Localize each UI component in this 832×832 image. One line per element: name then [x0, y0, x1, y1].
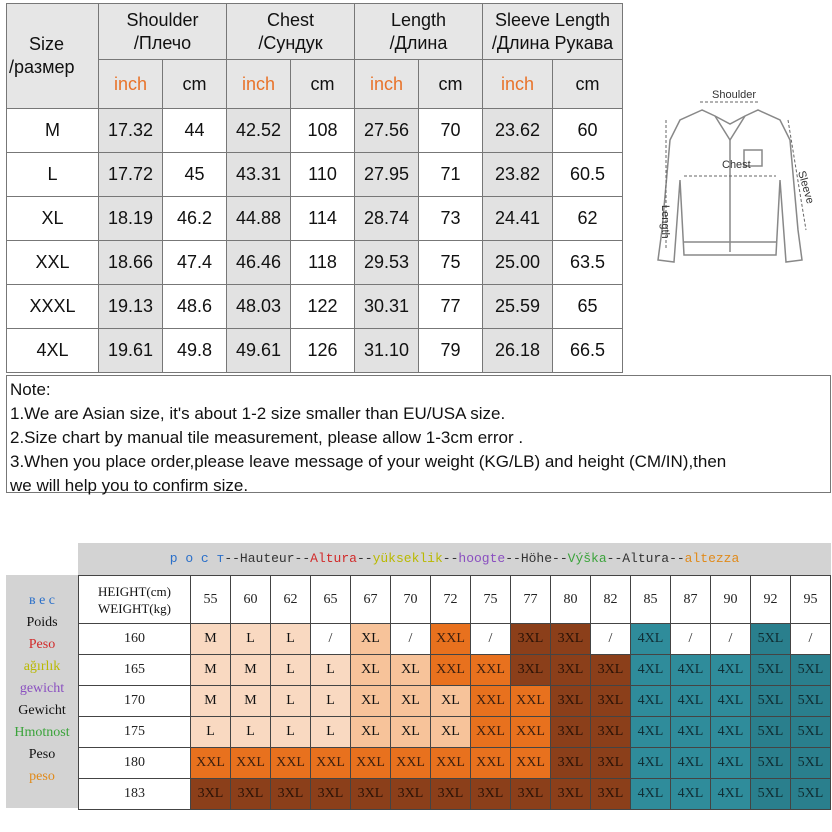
height-translation: altezza — [684, 551, 740, 566]
size-recommendation-cell: M — [231, 686, 271, 717]
size-recommendation-cell: XL — [391, 717, 431, 748]
size-recommendation-cell: M — [191, 686, 231, 717]
size-recommendation-cell: 3XL — [591, 717, 631, 748]
measurement-cell: 70 — [419, 109, 483, 153]
size-recommendation-cell: / — [471, 624, 511, 655]
height-translation: Altura — [310, 551, 357, 566]
length-header — [355, 4, 483, 60]
size-recommendation-cell: 3XL — [431, 779, 471, 810]
size-recommendation-cell: / — [391, 624, 431, 655]
measurement-cell: 25.59 — [483, 285, 553, 329]
height-language-band — [78, 543, 831, 575]
weight-translation: Gewicht — [18, 703, 66, 718]
size-recommendation-cell: 5XL — [791, 717, 831, 748]
weight-header-cell: 62 — [271, 576, 311, 624]
size-recommendation-cell: XXL — [431, 748, 471, 779]
diagram-shoulder-label: Shoulder — [712, 89, 757, 101]
measurement-cell: 19.13 — [99, 285, 163, 329]
weight-header-cell: 70 — [391, 576, 431, 624]
size-recommendation-cell: 3XL — [591, 779, 631, 810]
height-cell: 170 — [79, 686, 191, 717]
size-recommendation-cell: 4XL — [631, 779, 671, 810]
size-recommendation-cell: L — [191, 717, 231, 748]
weight-header-cell: 55 — [191, 576, 231, 624]
weight-translation: в е с — [28, 593, 56, 608]
size-recommendation-cell: L — [271, 717, 311, 748]
height-row — [79, 655, 831, 686]
height-row — [79, 779, 831, 810]
size-recommendation-cell: 4XL — [631, 655, 671, 686]
size-recommendation-cell: / — [791, 624, 831, 655]
height-translation: --Höhe-- — [505, 551, 568, 566]
size-recommendation-cell: 3XL — [511, 655, 551, 686]
height-cell: 180 — [79, 748, 191, 779]
height-row — [79, 717, 831, 748]
shoulder-label-ru: /Плечо — [133, 32, 192, 53]
measurement-cell: 27.56 — [355, 109, 419, 153]
measurement-cell: 48.03 — [227, 285, 291, 329]
size-recommendation-cell: XXL — [511, 717, 551, 748]
sleeve-label: Sleeve Length — [494, 9, 611, 30]
height-translation: -- — [356, 551, 373, 566]
shirt-diagram — [640, 80, 820, 280]
sleeve-label-ru: /Длина Рукава — [491, 32, 614, 53]
weight-translation: ağırlık — [23, 659, 61, 674]
height-cell: 183 — [79, 779, 191, 810]
size-recommendation-cell: 3XL — [471, 779, 511, 810]
size-recommendation-cell: XXL — [471, 748, 511, 779]
size-recommendation-cell: L — [231, 717, 271, 748]
measurement-cell: 49.61 — [227, 329, 291, 373]
height-translation: yükseklik — [372, 551, 443, 566]
size-recommendation-cell: XXL — [471, 717, 511, 748]
size-recommendation-cell: 4XL — [711, 748, 751, 779]
weight-translation: gewicht — [19, 681, 65, 696]
note-line: we will help you to confirm size. — [10, 476, 249, 495]
size-recommendation-cell: 4XL — [631, 686, 671, 717]
size-recommendation-cell: 3XL — [551, 748, 591, 779]
measurement-cell: 108 — [291, 109, 355, 153]
size-recommendation-cell: XXL — [271, 748, 311, 779]
size-recommendation-cell: 5XL — [791, 686, 831, 717]
sleeve-header — [483, 4, 623, 60]
size-recommendation-cell: XL — [351, 717, 391, 748]
measurement-cell: 48.6 — [163, 285, 227, 329]
measurement-cell: 60 — [553, 109, 623, 153]
measurement-cell: 47.4 — [163, 241, 227, 285]
size-recommendation-cell: 3XL — [511, 624, 551, 655]
size-recommendation-cell: XL — [431, 717, 471, 748]
height-row — [79, 624, 831, 655]
size-recommendation-cell: L — [311, 686, 351, 717]
size-recommendation-cell: 5XL — [791, 748, 831, 779]
size-recommendation-cell: XXL — [311, 748, 351, 779]
size-cell: XXL — [7, 241, 99, 285]
size-recommendation-cell: L — [271, 624, 311, 655]
size-recommendation-cell: 4XL — [671, 748, 711, 779]
size-recommendation-cell: 3XL — [591, 655, 631, 686]
size-recommendation-cell: 3XL — [391, 779, 431, 810]
size-recommendation-cell: 3XL — [551, 624, 591, 655]
measurement-cell: 31.10 — [355, 329, 419, 373]
weight-translation: peso — [29, 769, 55, 784]
measurement-cell: 118 — [291, 241, 355, 285]
size-recommendation-cell: XXL — [191, 748, 231, 779]
measurement-cell: 60.5 — [553, 153, 623, 197]
measurement-cell: 30.31 — [355, 285, 419, 329]
size-recommendation-cell: XXL — [511, 686, 551, 717]
measurement-cell: 17.32 — [99, 109, 163, 153]
measurement-cell: 75 — [419, 241, 483, 285]
size-row — [7, 109, 623, 153]
size-recommendation-cell: 3XL — [591, 748, 631, 779]
chest-header — [227, 4, 355, 60]
height-translation: -- — [442, 551, 459, 566]
size-recommendation-cell: XXL — [511, 748, 551, 779]
size-recommendation-cell: XL — [391, 655, 431, 686]
size-cell: M — [7, 109, 99, 153]
size-row — [7, 241, 623, 285]
weight-header-cell: 80 — [551, 576, 591, 624]
weight-translation: Hmotnost — [14, 725, 70, 740]
height-translation: р о с т — [169, 551, 225, 566]
unit-inch: inch — [99, 60, 163, 109]
size-cell: XL — [7, 197, 99, 241]
size-recommendation-cell: XXL — [431, 655, 471, 686]
size-label-ru: /размер — [9, 57, 75, 77]
size-recommendation-cell: XXL — [431, 624, 471, 655]
size-recommendation-cell: 4XL — [711, 779, 751, 810]
size-recommendation-cell: XXL — [351, 748, 391, 779]
unit-inch: inch — [483, 60, 553, 109]
size-recommendation-cell: 5XL — [791, 655, 831, 686]
note-line: 3.When you place order,please leave message of your weight (KG/LB) and height (CM/IN),then — [10, 452, 727, 471]
measurement-cell: 73 — [419, 197, 483, 241]
size-recommendation-cell: 4XL — [671, 717, 711, 748]
size-recommendation-cell: 4XL — [631, 624, 671, 655]
size-row — [7, 285, 623, 329]
size-recommendation-cell: XL — [351, 624, 391, 655]
size-recommendation-cell: / — [591, 624, 631, 655]
size-recommendation-cell: 3XL — [551, 655, 591, 686]
weight-header-cell: 82 — [591, 576, 631, 624]
size-recommendation-cell: L — [271, 686, 311, 717]
weight-header-cell: 92 — [751, 576, 791, 624]
unit-cm: cm — [291, 60, 355, 109]
height-row — [79, 748, 831, 779]
weight-translation: Peso — [28, 637, 56, 652]
size-recommendation-cell: 3XL — [591, 686, 631, 717]
weight-header-cell: 72 — [431, 576, 471, 624]
measurement-cell: 25.00 — [483, 241, 553, 285]
size-recommendation-cell: 5XL — [751, 779, 791, 810]
note-title: Note: — [10, 380, 51, 399]
size-recommendation-cell: 4XL — [671, 655, 711, 686]
measurement-cell: 28.74 — [355, 197, 419, 241]
size-row — [7, 153, 623, 197]
weight-translation: Poids — [26, 615, 58, 630]
measurement-cell: 49.8 — [163, 329, 227, 373]
measurement-cell: 24.41 — [483, 197, 553, 241]
measurement-cell: 23.82 — [483, 153, 553, 197]
size-recommendation-cell: 5XL — [751, 655, 791, 686]
size-recommendation-cell: XL — [351, 655, 391, 686]
weight-header-cell: 67 — [351, 576, 391, 624]
size-recommendation-cell: 5XL — [751, 624, 791, 655]
unit-cm: cm — [553, 60, 623, 109]
diagram-chest-label: Chest — [722, 159, 751, 171]
weight-header-cell: 90 — [711, 576, 751, 624]
measurement-cell: 44.88 — [227, 197, 291, 241]
shoulder-label: Shoulder — [126, 9, 199, 30]
weight-language-labels — [6, 575, 78, 808]
chest-label-ru: /Сундук — [258, 32, 323, 53]
measurement-cell: 46.46 — [227, 241, 291, 285]
measurement-cell: 46.2 — [163, 197, 227, 241]
measurement-cell: 26.18 — [483, 329, 553, 373]
shoulder-header — [99, 4, 227, 60]
unit-inch: inch — [227, 60, 291, 109]
size-recommendation-cell: 4XL — [711, 686, 751, 717]
size-recommendation-grid — [78, 575, 831, 810]
weight-header-cell: 60 — [231, 576, 271, 624]
size-recommendation-cell: / — [311, 624, 351, 655]
size-recommendation-cell: 3XL — [231, 779, 271, 810]
measurement-cell: 18.19 — [99, 197, 163, 241]
size-table — [6, 3, 623, 373]
size-cell: 4XL — [7, 329, 99, 373]
weight-translation: Peso — [28, 747, 56, 762]
size-row — [7, 197, 623, 241]
size-recommendation-cell: 5XL — [751, 717, 791, 748]
measurement-cell: 18.66 — [99, 241, 163, 285]
measurement-cell: 66.5 — [553, 329, 623, 373]
size-recommendation-cell: M — [231, 655, 271, 686]
size-recommendation-cell: XL — [431, 686, 471, 717]
size-recommendation-cell: 3XL — [511, 779, 551, 810]
size-cell: L — [7, 153, 99, 197]
size-recommendation-cell: 4XL — [711, 717, 751, 748]
size-recommendation-cell: L — [231, 624, 271, 655]
weight-axis-label: WEIGHT(kg) — [98, 600, 171, 616]
unit-cm: cm — [163, 60, 227, 109]
size-recommendation-cell: 5XL — [751, 748, 791, 779]
length-label-ru: /Длина — [389, 32, 448, 53]
diagram-length-label: Length — [659, 205, 671, 239]
size-recommendation-cell: / — [711, 624, 751, 655]
height-axis-label: HEIGHT(cm) — [98, 583, 171, 599]
measurement-cell: 17.72 — [99, 153, 163, 197]
size-recommendation-cell: XXL — [471, 655, 511, 686]
size-recommendation-cell: 5XL — [791, 779, 831, 810]
measurement-cell: 62 — [553, 197, 623, 241]
size-recommendation-cell: 4XL — [711, 655, 751, 686]
size-recommendation-cell: M — [191, 655, 231, 686]
weight-header-cell: 75 — [471, 576, 511, 624]
size-recommendation-cell: 3XL — [551, 779, 591, 810]
height-row — [79, 686, 831, 717]
weight-header-cell: 77 — [511, 576, 551, 624]
size-header — [7, 4, 99, 109]
weight-header-cell: 85 — [631, 576, 671, 624]
length-label: Length — [390, 9, 447, 30]
measurement-cell: 27.95 — [355, 153, 419, 197]
measurement-cell: 23.62 — [483, 109, 553, 153]
size-recommendation-cell: 4XL — [631, 717, 671, 748]
measurement-cell: 63.5 — [553, 241, 623, 285]
size-recommendation-cell: XL — [351, 686, 391, 717]
size-recommendation-cell: / — [671, 624, 711, 655]
measurement-cell: 126 — [291, 329, 355, 373]
size-recommendation-cell: XL — [391, 686, 431, 717]
weight-header-cell: 65 — [311, 576, 351, 624]
size-recommendation-cell: L — [311, 717, 351, 748]
weight-header-cell: 95 — [791, 576, 831, 624]
size-recommendation-cell: 3XL — [191, 779, 231, 810]
unit-cm: cm — [419, 60, 483, 109]
size-recommendation-cell: 3XL — [311, 779, 351, 810]
size-recommendation-cell: 4XL — [671, 686, 711, 717]
measurement-cell: 19.61 — [99, 329, 163, 373]
height-cell: 165 — [79, 655, 191, 686]
size-recommendation-cell: M — [191, 624, 231, 655]
size-recommendation-cell: XXL — [391, 748, 431, 779]
size-recommendation-cell: L — [271, 655, 311, 686]
size-recommendation-cell: 4XL — [671, 779, 711, 810]
measurement-cell: 65 — [553, 285, 623, 329]
size-recommendation-cell: 3XL — [351, 779, 391, 810]
measurement-cell: 122 — [291, 285, 355, 329]
size-recommendation-cell: 3XL — [551, 686, 591, 717]
height-cell: 175 — [79, 717, 191, 748]
size-recommendation-cell: 3XL — [551, 717, 591, 748]
measurement-cell: 79 — [419, 329, 483, 373]
size-label: Size — [28, 34, 64, 54]
measurement-cell: 43.31 — [227, 153, 291, 197]
measurement-cell: 110 — [291, 153, 355, 197]
height-translation: Výška — [567, 551, 607, 566]
measurement-cell: 42.52 — [227, 109, 291, 153]
measurement-cell: 71 — [419, 153, 483, 197]
height-translation: hoogte — [458, 551, 506, 566]
size-recommendation-cell: 4XL — [631, 748, 671, 779]
size-recommendation-cell: 3XL — [271, 779, 311, 810]
size-recommendation-cell: 5XL — [751, 686, 791, 717]
note-box — [6, 375, 831, 493]
weight-header-cell: 87 — [671, 576, 711, 624]
height-cell: 160 — [79, 624, 191, 655]
size-row — [7, 329, 623, 373]
measurement-cell: 45 — [163, 153, 227, 197]
chest-label: Chest — [266, 9, 315, 30]
height-weight-header — [79, 576, 191, 624]
note-line: 2.Size chart by manual tile measurement, please allow 1-3cm error . — [10, 428, 524, 447]
diagram-sleeve-label: Sleeve — [795, 169, 816, 206]
measurement-cell: 114 — [291, 197, 355, 241]
measurement-cell: 44 — [163, 109, 227, 153]
size-recommendation-cell: XXL — [471, 686, 511, 717]
height-translation: --Altura-- — [606, 551, 685, 566]
size-cell: XXXL — [7, 285, 99, 329]
size-recommendation-cell: L — [311, 655, 351, 686]
note-line: 1.We are Asian size, it's about 1-2 size smaller than EU/USA size. — [10, 404, 506, 423]
measurement-cell: 29.53 — [355, 241, 419, 285]
unit-inch: inch — [355, 60, 419, 109]
height-translation: --Hauteur-- — [224, 551, 311, 566]
measurement-cell: 77 — [419, 285, 483, 329]
size-recommendation-cell: XXL — [231, 748, 271, 779]
